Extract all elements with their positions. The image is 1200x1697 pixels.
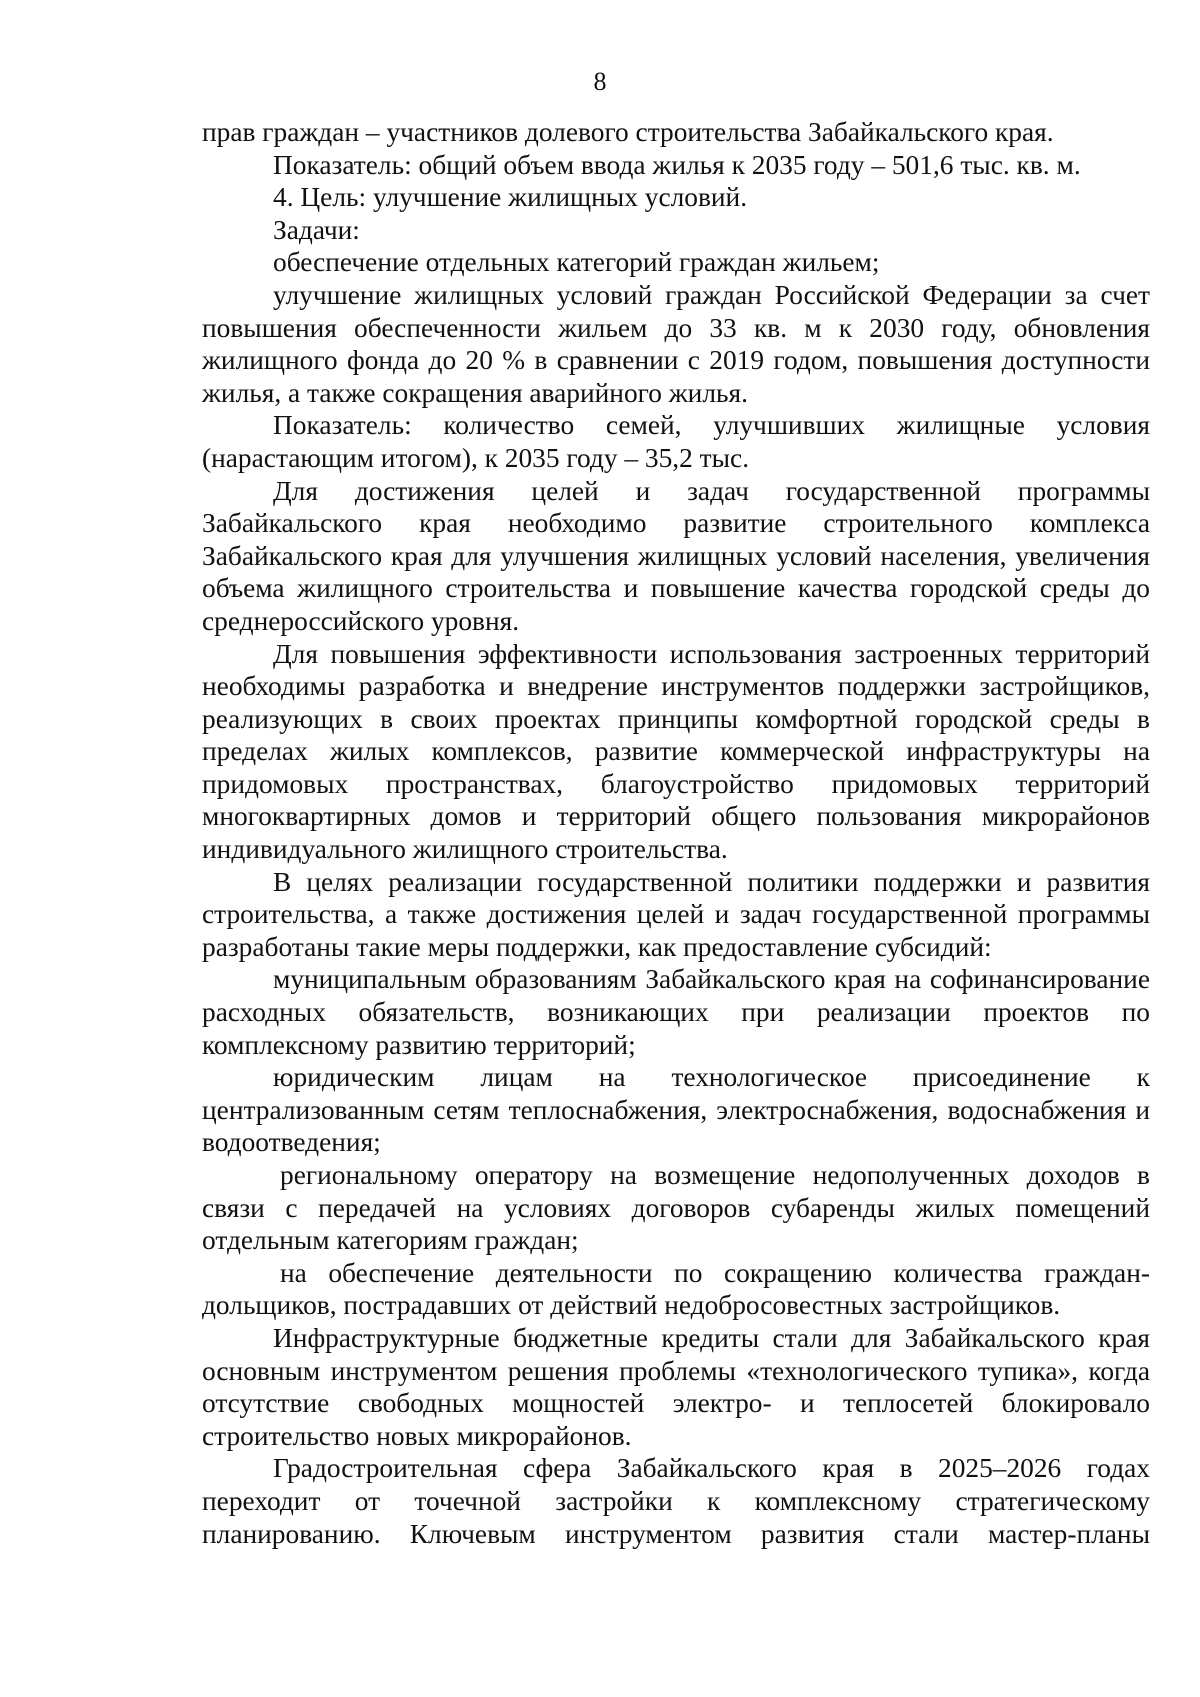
paragraph-11: муниципальным образованиям Забайкальского края на софинансирование расходных обязательств, возникающих при реализации проектов по комплексному развитию территорий; [202,964,1150,1060]
paragraph-2: Показатель: общий объем ввода жилья к 2035 году – 501,6 тыс. кв. м. [273,149,1081,180]
paragraph-4: Задачи: [273,214,360,245]
paragraph-15: Инфраструктурные бюджетные кредиты стали для Забайкальского края основным инструментом решения проблемы «технологического тупика», когда отсутствие свободных мощностей электро- и теплосетей блокировало строительство новых микрорайонов. [202,1322,1150,1451]
paragraph-12: юридическим лицам на технологическое присоединение к централизованным сетям теплоснабжения, электроснабжения, водоснабжения и водоотведения; [202,1062,1150,1158]
paragraph-3: 4. Цель: улучшение жилищных условий. [273,182,748,213]
paragraph-1: прав граждан – участников долевого строительства Забайкальского края. [202,117,1054,147]
paragraph-16: Градостроительная сфера Забайкальского края в 2025–2026 годах переходит от точечной застройки к комплексному стратегическому планированию. Ключевым инструментом развития стали мастер-планы [202,1453,1150,1549]
paragraph-13: региональному оператору на возмещение недополученных доходов в связи с передачей на условиях договоров субаренды жилых помещений отдельным категориям граждан; [202,1160,1150,1256]
paragraph-14: на обеспечение деятельности по сокращению количества граждан-дольщиков, пострадавших от действий недобросовестных застройщиков. [202,1257,1150,1321]
paragraph-5: обеспечение отдельных категорий граждан жильем; [273,247,880,278]
paragraph-10: В целях реализации государственной политики поддержки и развития строительства, а также достижения целей и задач государственной программы разработаны такие меры поддержки, как предоставление субсидий: [202,866,1150,962]
paragraph-9: Для повышения эффективности использования застроенных территорий необходимы разработка и внедрение инструментов поддержки застройщиков, реализующих в своих проектах принципы комфортной городской среды в пределах жилых комплексов, развитие коммерческой инфраструктуры на придомовых пространствах, благоустройство придомовых территорий многоквартирных домов и территорий общего пользования микрорайонов индивидуального жилищного строительства. [202,638,1150,865]
paragraph-8: Для достижения целей и задач государственной программы Забайкальского края необходимо развитие строительного комплекса Забайкальского края для улучшения жилищных условий населения, увеличения объема жилищного строительства и повышение качества городской среды до среднероссийского уровня. [202,475,1150,636]
document-body [202,116,1150,1550]
page-number: 8 [593,67,607,96]
paragraph-6: улучшение жилищных условий граждан Российской Федерации за счет повышения обеспеченности жильем до 33 кв. м к 2030 году, обновления жилищного фонда до 20 % в сравнении с 2019 годом, повышения доступности жилья, а также сокращения аварийного жилья. [202,279,1150,408]
paragraph-7: Показатель: количество семей, улучшивших жилищные условия (нарастающим итогом), к 2035 году – 35,2 тыс. [202,410,1150,473]
